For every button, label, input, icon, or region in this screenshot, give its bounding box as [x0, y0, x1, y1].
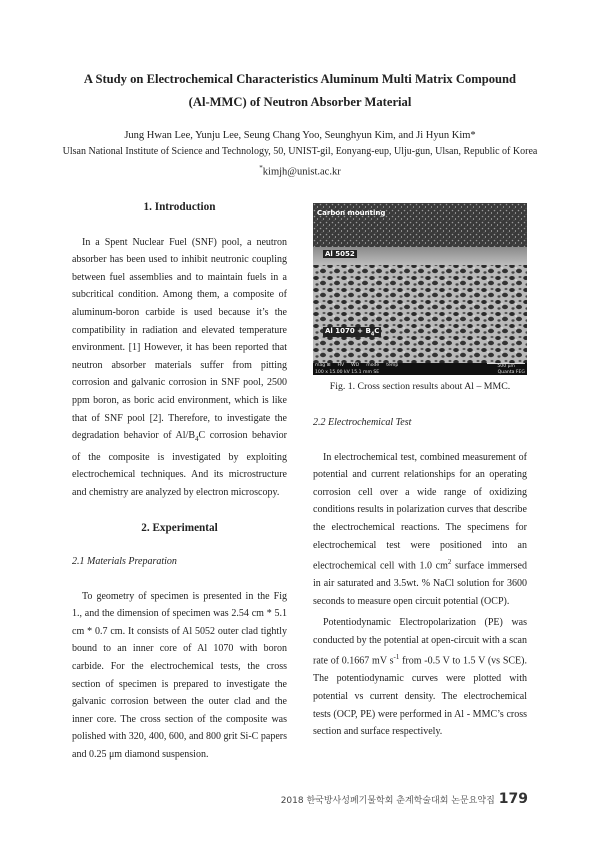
sem-info-bar — [315, 363, 525, 375]
pe-text-b: from -0.5 V to 1.5 V (vs SCE). The potentiodynamic curves were plotted with potential vs current density. The electrochemical tests (OCP, PE) were performed in Al - MMC’s cross section and surface respectively. — [313, 655, 527, 738]
materials-paragraph: To geometry of specimen is presented in the Fig 1., and the dimension of specimen was 2.54 cm * 5.1 cm * 0.7 cm. It consists of Al 5052 outer clad tightly bound to an inner core of Al 1070 with boron carbide. For the electrochemical tests, the cross section of specimen is prepared to investigate the galvanic corrosion between the outer clad and the inner core. The cross section of the composite was polished with 320, 400, 600, and 800 grit Si-C papers and 0.25 μm diamond suspension. — [72, 590, 287, 761]
label-al1070-sub: 4 — [370, 331, 375, 338]
author-list: Jung Hwan Lee, Yunju Lee, Seung Chang Yoo, Seunghyun Kim, and Ji Hyun Kim* — [124, 130, 476, 141]
intro-paragraph — [72, 234, 287, 502]
left-column — [72, 199, 287, 764]
electrochem-paragraph-2 — [313, 614, 527, 740]
electrochem-paragraph-1 — [313, 449, 527, 611]
page-number: 179 — [498, 791, 528, 807]
email-mark: * — [259, 164, 263, 172]
sem-image — [313, 203, 527, 375]
intro-subscript: 4 — [195, 435, 199, 444]
info-temp: temp — [386, 363, 399, 368]
ec-superscript: 2 — [447, 558, 452, 567]
page-footer — [281, 791, 528, 807]
info-values: 100 x 15.00 kV 15.1 mm SE — [315, 370, 380, 375]
subsection-2-2-title: 2.2 Electrochemical Test — [313, 417, 412, 428]
pe-text-a: Potentiodynamic Electropolarization (PE) was conducted by the potential at open-circuit with a scan rate of 0.1667 mV s — [313, 617, 527, 667]
info-wd: WD — [351, 363, 360, 368]
info-mode: mode — [366, 363, 380, 368]
ec-text-a: In electrochemical test, combined measurement of potential and current relationships for an operating corrosion cell over a wide range of oxidizing conditions results in polarization curves that describe the electrochemical reactions. The specimens for electrochemical test were positioned into an electrochemical cell with 1.0 cm — [313, 451, 527, 572]
info-hv: HV — [337, 363, 345, 368]
figure-1-micrograph — [313, 203, 527, 375]
ec-text-b: surface immersed in air saturated and 3.5wt. % NaCl solution for 3600 seconds to measure open circuit potential (OCP). — [313, 560, 527, 607]
intro-text-end: C corrosion behavior of the composite is investigated by exploiting electrochemical techniques. And its microstructure and chemistry are analyzed by electron microscopy. — [72, 430, 287, 498]
label-carbon-mounting: Carbon mounting — [317, 209, 386, 217]
pe-superscript: -1 — [393, 653, 400, 662]
intro-text: In a Spent Nuclear Fuel (SNF) pool, a neutron absorber has been used to inhibit neutronic coupling between fuel assemblies and to maintain fuels in a subcritical condition. Among them, a composite of aluminum-boron carbide is used because it’s the compatibility in radiation and elevated temperature environment. [1] However, it has been reported that neutron absorber materials suffer from pitting corrosion and galvanic corrosion in SNF pool, 2500 ppm boron, as boric acid environment, which is like that of SNF pool [2]. Therefore, to investigate the degradation behavior of Al/B — [72, 236, 287, 442]
affiliation: Ulsan National Institute of Science and Technology, 50, UNIST-gil, Eonyang-eup, Ulju-gun, Ulsan, Republic of Korea — [62, 146, 538, 157]
label-al1070 — [323, 327, 381, 337]
figure-1-caption: Fig. 1. Cross section results about Al – MMC. — [329, 381, 511, 392]
email-line — [30, 160, 570, 181]
info-scale: 500 μm — [487, 363, 525, 370]
title-line-2: (Al-MMC) of Neutron Absorber Material — [188, 95, 412, 109]
section-2-title: 2. Experimental — [141, 521, 218, 534]
label-al1070-text: Al 1070 + B — [325, 327, 371, 335]
author-block — [30, 128, 570, 181]
email: kimjh@unist.ac.kr — [262, 166, 341, 178]
footer-text: 2018 한국방사성폐기물학회 춘계학술대회 논문요약집 — [280, 796, 495, 806]
label-al5052: Al 5052 — [325, 250, 355, 258]
paper-title — [40, 68, 560, 114]
right-column — [313, 414, 527, 741]
label-al1070-end: C — [374, 327, 380, 335]
info-brand: Quanta FEG — [497, 370, 525, 375]
info-mag: mag ⊞ — [315, 363, 331, 368]
title-line-1: A Study on Electrochemical Characteristics Aluminum Multi Matrix Compound — [83, 72, 517, 86]
subsection-2-1-title: 2.1 Materials Preparation — [72, 556, 177, 568]
section-1-title: 1. Introduction — [143, 201, 216, 213]
